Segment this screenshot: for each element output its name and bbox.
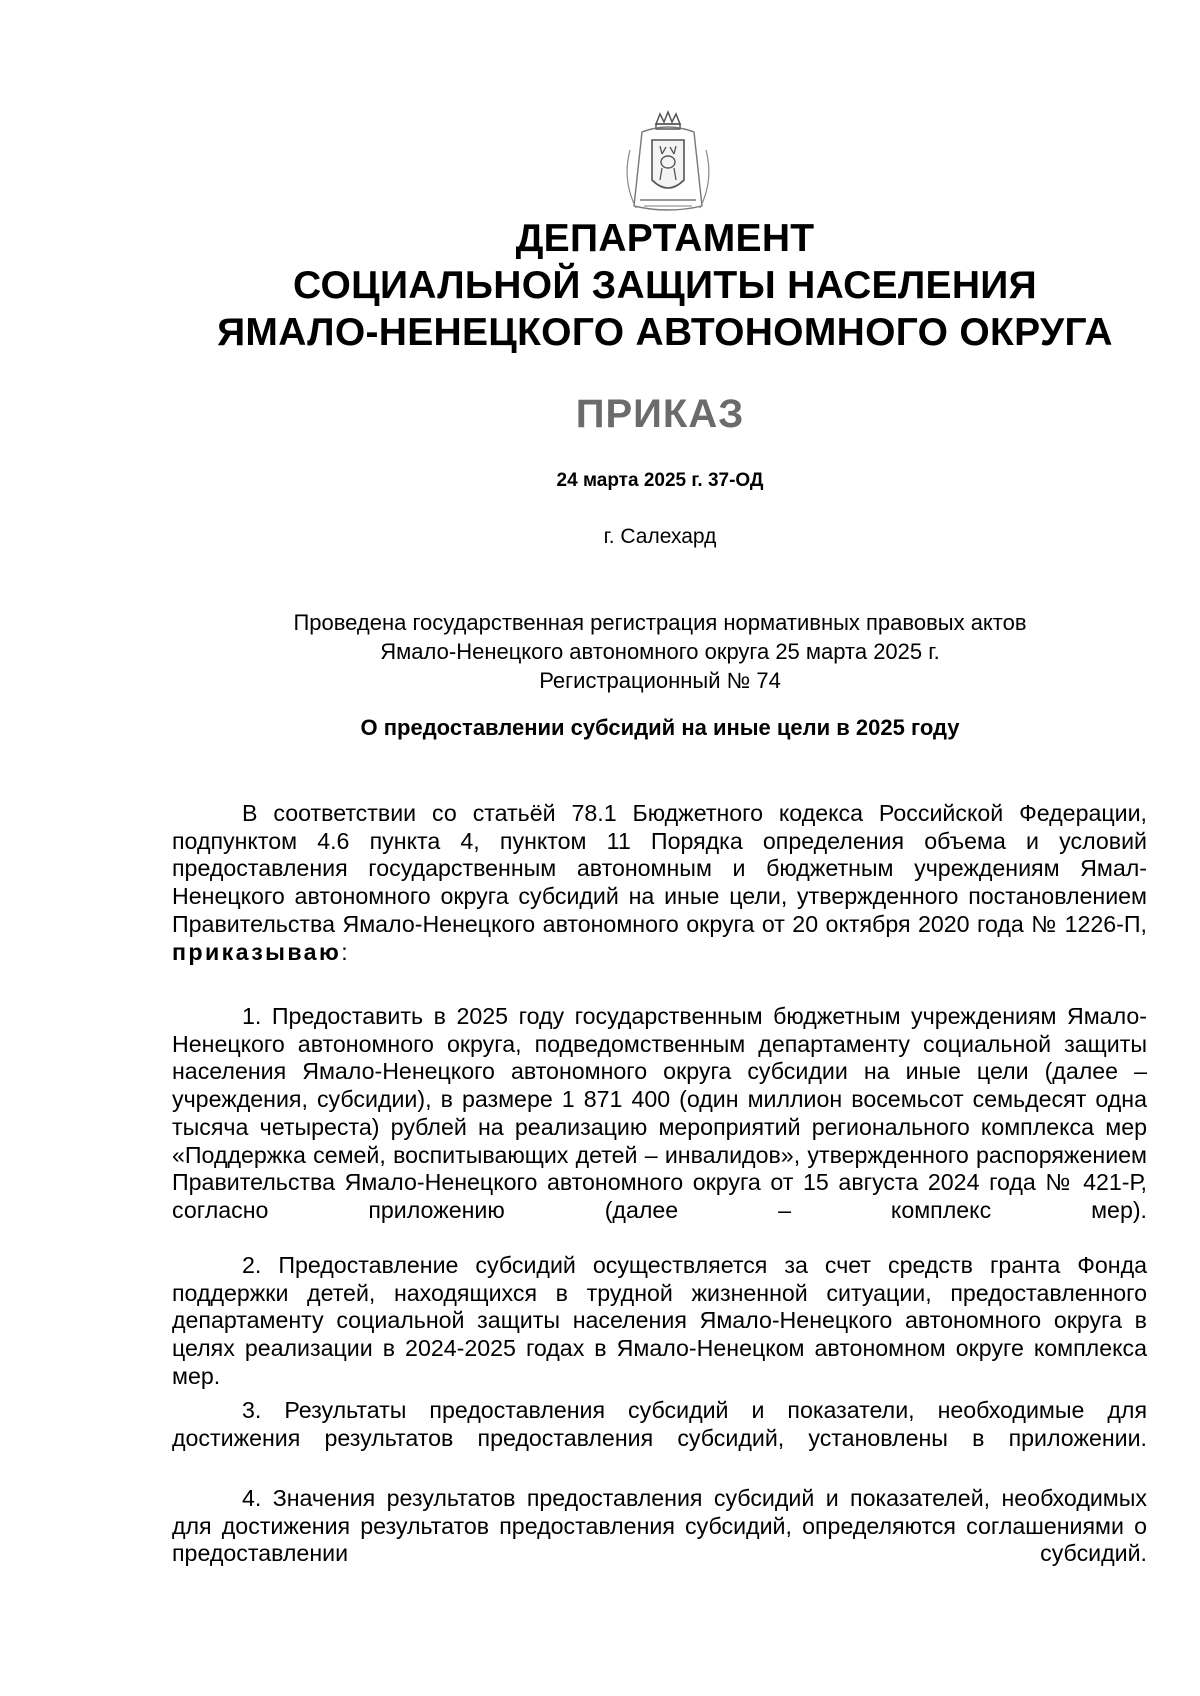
org-title-line-3: ЯМАЛО-НЕНЕЦКОГО АВТОНОМНОГО ОКРУГА: [217, 311, 1113, 354]
item-4-paragraph: [172, 1485, 1147, 1568]
document-date-number: 24 марта 2025 г. 37-ОД: [556, 470, 764, 491]
registration-line-2: Ямало-Ненецкого автономного округа 25 марта 2025 г.: [380, 639, 940, 664]
coat-of-arms-icon: [620, 110, 716, 214]
item-3-text: 3. Результаты предоставления субсидий и показатели, необходимые для достижения результатов предоставления субсидий, установлены в приложении.: [172, 1397, 1147, 1451]
document-subject: О предоставлении субсидий на иные цели в 2025 году: [360, 715, 960, 740]
org-title-line-2: СОЦИАЛЬНОЙ ЗАЩИТЫ НАСЕЛЕНИЯ: [293, 264, 1037, 307]
document-city: г. Салехард: [603, 525, 717, 548]
registration-line-3: Регистрационный № 74: [539, 668, 781, 693]
intro-text: В соответствии со статьёй 78.1 Бюджетного кодекса Российской Федерации, подпунктом 4.6 пункта 4, пунктом 11 Порядка определения объема и условий предоставления государственным автономным и бюджетным учреждениям Ямал-Ненецкого автономного округа субсидий на иные цели, утвержденного постановлением Правительства Ямало-Ненецкого автономного округа от 20 октября 2020 года № 1226-П,: [172, 800, 1147, 937]
item-4-text: 4. Значения результатов предоставления субсидий и показателей, необходимых для достижения результатов предоставления субсидий, определяются соглашениями о предоставлении субсидий.: [172, 1485, 1147, 1567]
intro-paragraph: [172, 800, 1147, 966]
item-1-paragraph: [172, 1003, 1147, 1225]
item-1-text: 1. Предоставить в 2025 году государственным бюджетным учреждениям Ямало-Ненецкого автономного округа, подведомственным департаменту социальной защиты населения Ямало-Ненецкого автономного округа субсидии на иные цели (далее – учреждения, субсидии), в размере 1 871 400 (один миллион восемьсот семьдесят одна тысяча четыреста) рублей на реализацию мероприятий регионального комплекса мер «Поддержка семей, воспитывающих детей – инвалидов», утвержденного распоряжением Правительства Ямало-Ненецкого автономного округа от 15 августа 2024 года № 421-Р, согласно приложению (далее – комплекс мер).: [172, 1003, 1147, 1223]
item-2-paragraph: [172, 1252, 1147, 1391]
command-word: приказываю: [172, 938, 342, 965]
item-3-paragraph: [172, 1397, 1147, 1452]
registration-note: [0, 608, 1200, 695]
registration-line-1: Проведена государственная регистрация нормативных правовых актов: [293, 610, 1027, 635]
intro-tail: :: [341, 938, 348, 965]
org-title-line-1: ДЕПАРТАМЕНТ: [515, 217, 815, 260]
organization-title: [0, 215, 1200, 356]
document-kind: ПРИКАЗ: [575, 392, 745, 436]
item-2-text: 2. Предоставление субсидий осуществляется за счет средств гранта Фонда поддержки детей, находящихся в трудной жизненной ситуации, предоставленного департаменту социальной защиты населения Ямало-Ненецкого автономного округа в целях реализации в 2024-2025 годах в Ямало-Ненецком автономном округе комплекса мер.: [172, 1252, 1147, 1389]
